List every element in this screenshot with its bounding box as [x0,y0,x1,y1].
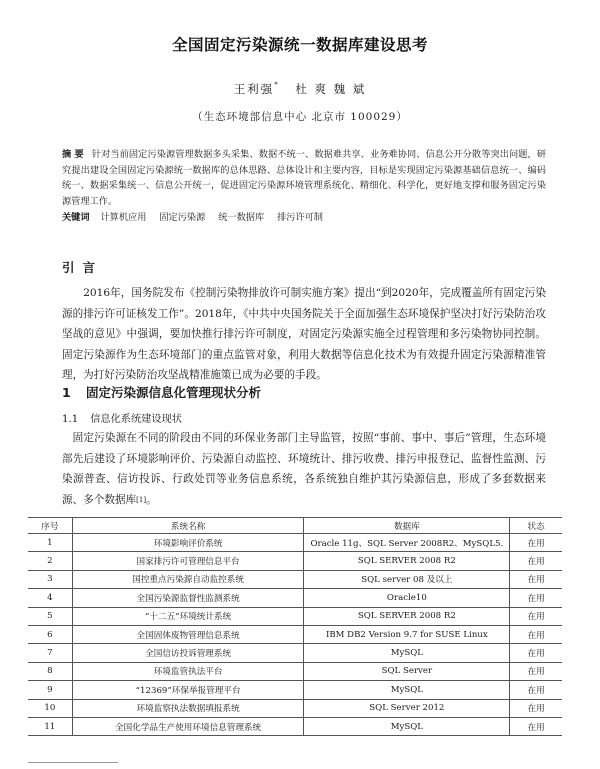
cell-no: 1 [28,534,72,552]
cell-status: 在用 [510,552,562,570]
section-number: 1 [62,385,71,400]
keyword: 固定污染源 [159,212,206,223]
section-title: 固定污染源信息化管理现状分析 [86,385,262,400]
cell-no: 9 [28,681,72,699]
cell-database: MySQL [304,681,510,699]
cell-no: 10 [28,699,72,717]
cell-name: “十二五”环境统计系统 [72,607,304,625]
cell-name: 全国化学品生产使用环境信息管理系统 [72,717,304,735]
table-row [28,607,562,625]
cell-no: 6 [28,625,72,643]
table-row [28,662,562,680]
systems-table [28,517,562,736]
first-author: 王利强 [233,82,275,96]
intro-heading: 引言 [62,260,104,275]
cell-name: 全国信访投诉管理系统 [72,644,304,662]
cell-status: 在用 [510,570,562,588]
header-no: 序号 [28,518,72,534]
section-1-1-heading [62,410,182,425]
cell-status: 在用 [510,717,562,735]
header-name: 系统名称 [72,518,304,534]
cell-status: 在用 [510,681,562,699]
cell-status: 在用 [510,699,562,717]
cell-status: 在用 [510,534,562,552]
cell-database: IBM DB2 Version 9.7 for SUSE Linux [304,625,510,643]
cell-status: 在用 [510,662,562,680]
other-authors: 杜 爽 魏 斌 [295,82,367,96]
cell-status: 在用 [510,589,562,607]
header-status: 状态 [510,518,562,534]
cell-database: MySQL [304,644,510,662]
cell-name: 环境监察执法数据填报系统 [72,699,304,717]
cell-name: 全国固体废物管理信息系统 [72,625,304,643]
cell-no: 8 [28,662,72,680]
intro-paragraph: 2016年，国务院发布《控制污染物排放许可制实施方案》提出“到2020年，完成覆盖所有固定污染源的排污许可证核发工作”。2018年，《中共中央国务院关于全面加强生态环境保护坚决打好污染防治攻坚战的意见》中强调，要加快推行排污许可制度，对固定污染源实施全过程管理和多污染物协同控制。固定污染源作为生态环境部门的重点监管对象，利用大数据等信息化技术为有效提升固定污染源精准管理，为打好污染防治攻坚战精准施策已成为必要的手段。 [62,287,546,381]
cell-no: 2 [28,552,72,570]
cell-database: SQL server 08 及以上 [304,570,510,588]
table-row [28,644,562,662]
section-1-1-paragraph [62,428,546,510]
table-row [28,570,562,588]
cell-database: Oracle10 [304,589,510,607]
table-row [28,681,562,699]
abstract-label: 摘 要 [62,149,84,160]
cell-status: 在用 [510,625,562,643]
section-1-1-text: 固定污染源在不同的阶段由不同的环保业务部门主导监管，按照“事前、事中、事后”管理，生态环境部先后建设了环境影响评价、污染源自动监控、环境统计、排污收费、排污申报登记、监督性监测、污染源普查、信访投诉、行政处罚等业务信息系统，各系统独自维护其污染源信息，形成了多套数据来源、多个数据库 [62,432,546,506]
cell-database: SQL SERVER 2008 R2 [304,552,510,570]
subsection-title: 信息化系统建设现状 [90,414,182,425]
cell-name: “12369”环保举报管理平台 [72,681,304,699]
header-database: 数据库 [304,518,510,534]
keywords-label: 关键词 [62,212,90,223]
keywords [62,209,546,223]
cell-status: 在用 [510,607,562,625]
subsection-number: 1.1 [62,414,79,425]
section-1-1-end: 。 [146,493,157,506]
cell-name: 环境影响评价系统 [72,534,304,552]
table-row [28,589,562,607]
cell-database: SQL Server [304,662,510,680]
cell-no: 5 [28,607,72,625]
table-row [28,625,562,643]
cell-no: 11 [28,717,72,735]
footnote-divider [28,762,118,763]
abstract [62,147,546,209]
table-row [28,699,562,717]
affiliation: （生态环境部信息中心 北京市 100029） [192,111,408,123]
keyword: 统一数据库 [218,212,265,223]
abstract-text: 针对当前固定污染源管理数据多头采集、数据不统一、数据难共享、业务难协同、信息公开分散等突出问题，研究提出建设全国固定污染源统一数据库的总体思路、总体设计和主要内容，目标是实现固定污染源基础信息统一、编码统一、数据采集统一、信息公开统一，促进固定污染源环境管理系统化、精细化、科学化，更好地支撑和服务固定污染源管理工作。 [62,149,546,207]
cell-name: 国家排污许可管理信息平台 [72,552,304,570]
cell-no: 3 [28,570,72,588]
cell-name: 环境监管执法平台 [72,662,304,680]
table-row [28,552,562,570]
cell-database: Oracle 11g、SQL Server 2008R2、MySQL5. [304,534,510,552]
keyword: 计算机应用 [100,212,147,223]
cell-name: 国控重点污染源自动监控系统 [72,570,304,588]
cell-status: 在用 [510,644,562,662]
cell-name: 全国污染源监督性监测系统 [72,589,304,607]
cell-database: SQL Server 2012 [304,699,510,717]
cell-database: SQL SERVER 2008 R2 [304,607,510,625]
cell-database: MySQL [304,717,510,735]
cell-no: 4 [28,589,72,607]
table-body [28,534,562,736]
keyword: 排污许可制 [277,212,323,223]
authors [0,81,600,97]
corresponding-mark: * [274,81,280,89]
table-header-row [28,518,562,534]
paper-title: 全国固定污染源统一数据库建设思考 [171,36,428,54]
section-1-heading [62,383,261,401]
table-row [28,534,562,552]
citation: [1] [136,495,147,504]
table-row [28,717,562,735]
cell-no: 7 [28,644,72,662]
